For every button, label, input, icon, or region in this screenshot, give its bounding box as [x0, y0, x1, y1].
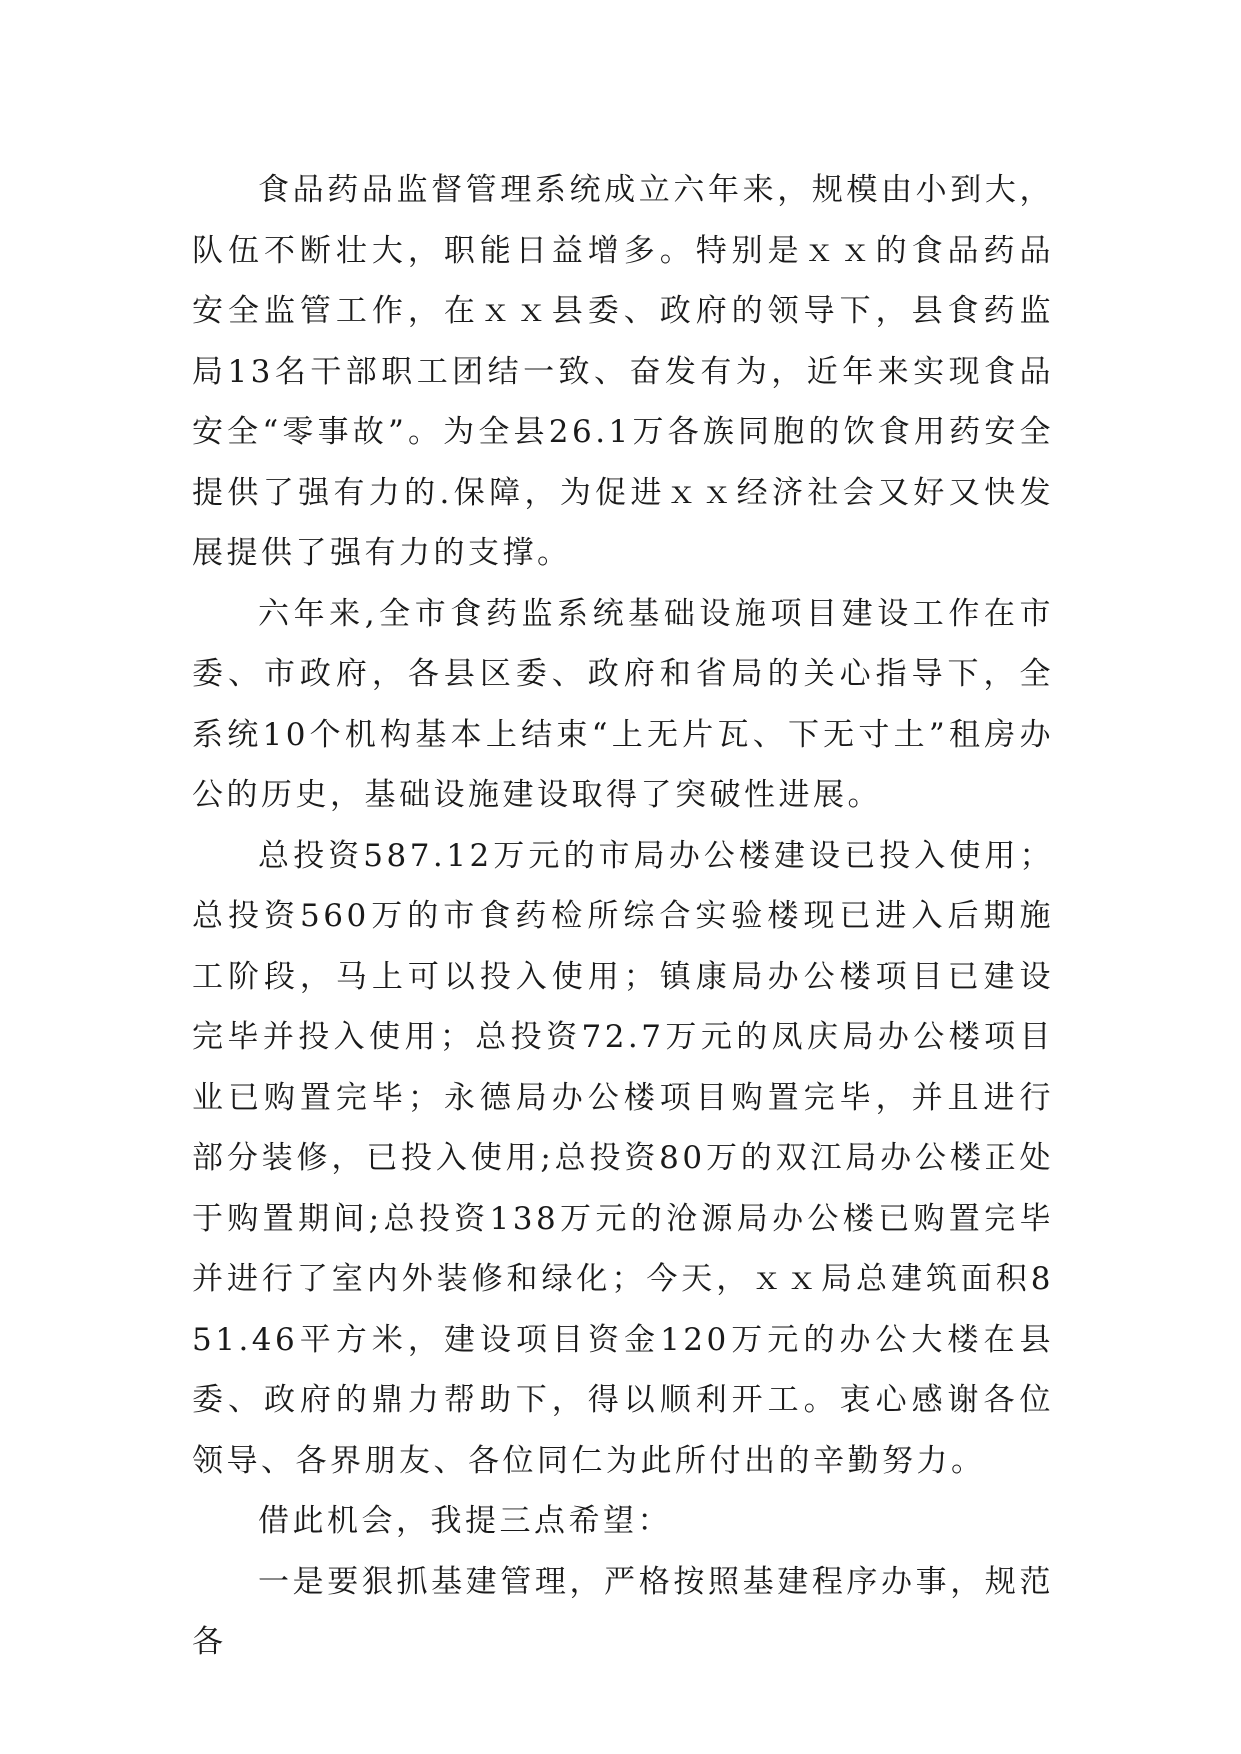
paragraph-investments: 总投资587.12万元的市局办公楼建设已投入使用；总投资560万的市食药检所综合实验楼现已进入后期施工阶段，马上可以投入使用；镇康局办公楼项目已建设完毕并投入使用；总投资72.7万元的凤庆局办公楼项目业已购置完毕；永德局办公楼项目购置完毕，并且进行部分装修，已投入使用;总投资80万的双江局办公楼正处于购置期间;总投资138万元的沧源局办公楼已购置完毕并进行了室内外装修和绿化；今天，ｘｘ局总建筑面积851.46平方米，建设项目资金120万元的办公大楼在县委、政府的鼎力帮助下，得以顺利开工。衷心感谢各位领导、各界朋友、各位同仁为此所付出的辛勤努力。	[192, 837, 1054, 1479]
paragraph-hopes-intro: 借此机会，我提三点希望：	[258, 1503, 672, 1539]
paragraph-infrastructure: 六年来,全市食药监系统基础设施项目建设工作在市委、市政府，各县区委、政府和省局的关心指导下，全系统10个机构基本上结束“上无片瓦、下无寸土”租房办公的历史，基础设施建设取得了突破性进展。	[192, 595, 1054, 813]
paragraph-first-hope: 一是要狠抓基建管理，严格按照基建程序办事，规范各	[192, 1563, 1054, 1660]
paragraph-achievements: 食品药品监督管理系统成立六年来，规模由小到大，队伍不断壮大，职能日益增多。特别是ｘｘ的食品药品安全监管工作，在ｘｘ县委、政府的领导下，县食药监局13名干部职工团结一致、奋发有为，近年来实现食品安全“零事故”。为全县26.1万各族同胞的饮食用药安全提供了强有力的.保障，为促进ｘｘ经济社会又好又快发展提供了强有力的支撑。	[192, 172, 1054, 571]
document-body	[192, 160, 1054, 1673]
